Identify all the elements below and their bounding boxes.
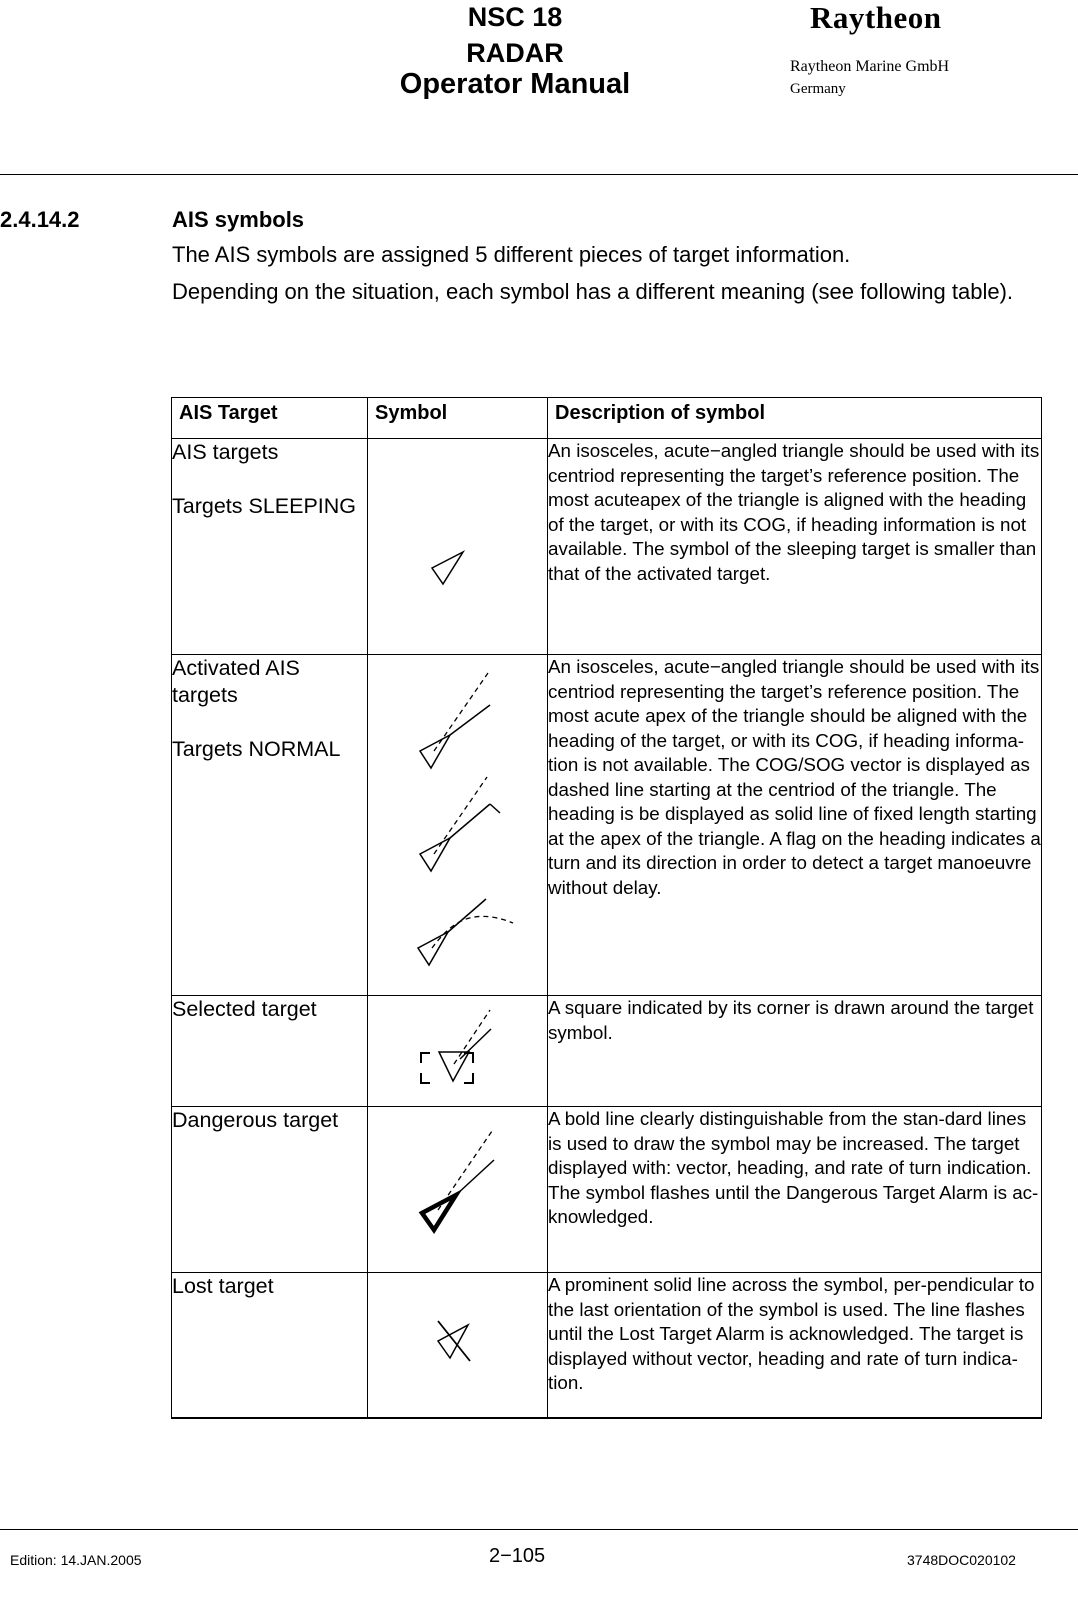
activated-target-symbol-1 — [420, 673, 490, 768]
target-state-label: Targets SLEEPING — [172, 494, 357, 518]
target-type-label: Dangerous target — [172, 1108, 339, 1132]
table-row — [172, 655, 1042, 996]
column-header-symbol: Symbol — [368, 398, 548, 439]
target-type-label: Selected target — [172, 997, 317, 1021]
document-number: 3748DOC020102 — [907, 1552, 1016, 1568]
target-type-cell — [172, 1273, 368, 1419]
page-number: 2−105 — [489, 1545, 546, 1567]
symbol-cell — [368, 1273, 548, 1419]
activated-target-symbol-3 — [418, 899, 513, 965]
table-row — [172, 1107, 1042, 1273]
description-cell: A square indicated by its corner is drawn around the target symbol. — [548, 996, 1042, 1107]
table-row — [172, 996, 1042, 1107]
target-type-cell — [172, 1107, 368, 1273]
table-row — [172, 1273, 1042, 1419]
column-header-ais-target: AIS Target — [172, 398, 368, 439]
activated-target-symbol-2 — [420, 777, 500, 871]
selected-target-icon — [368, 996, 548, 1106]
target-type-label: AIS targets — [172, 440, 279, 464]
description-cell: An isosceles, acute−angled triangle should be used with its centriod representing the target’s reference position. The most acute apex of the triangle should be aligned with the heading of the target, or with its COG, if heading informa-tion is not available. The COG/SOG vector is displayed as dashed line starting at the centriod of the triangle. The heading is be displayed as solid line of fixed length starting at the apex of the triangle. A flag on the heading indicates a turn and its direction in order to detect a target manoeuvre without delay. — [548, 655, 1042, 996]
activated-target-icons — [368, 655, 548, 995]
manual-title-line1: NSC 18 — [467, 2, 563, 32]
symbol-cell — [368, 996, 548, 1107]
target-state-label: Targets NORMAL — [172, 737, 341, 761]
table-row — [172, 439, 1042, 655]
company-name: Raytheon Marine GmbH — [790, 58, 950, 75]
dangerous-target-icon — [368, 1107, 548, 1272]
intro-paragraph-2: Depending on the situation, each symbol has a different meaning (see following table). — [172, 279, 1014, 304]
target-type-label: Lost target — [172, 1274, 274, 1298]
description-cell: A prominent solid line across the symbol, per-pendicular to the last orientation of the symbol is used. The line flashes until the Lost Target Alarm is acknowledged. The target is displayed without vector, heading and rate of turn indica-tion. — [548, 1273, 1042, 1419]
target-type-cell — [172, 655, 368, 996]
column-header-description: Description of symbol — [548, 398, 1042, 439]
intro-paragraph-1: The AIS symbols are assigned 5 different pieces of target information. — [172, 242, 851, 267]
section-intro — [172, 236, 1052, 310]
lost-target-icon — [368, 1273, 548, 1417]
manual-title-line2: RADAR — [466, 38, 564, 68]
description-cell: A bold line clearly distinguishable from the stan-dard lines is used to draw the symbol may be increased. The target displayed with: vector, heading, and rate of turn indication. The symbol flashes until the Dangerous Target Alarm is ac-knowledged. — [548, 1107, 1042, 1273]
target-type-cell — [172, 996, 368, 1107]
company-country: Germany — [790, 81, 846, 97]
manual-title-line3: Operator Manual — [399, 68, 631, 100]
raytheon-logo: Raytheon — [810, 0, 942, 35]
target-type-cell — [172, 439, 368, 655]
ais-symbols-table — [171, 397, 1042, 1419]
table-header-row — [172, 398, 1042, 439]
header-rule — [0, 174, 1078, 175]
sleeping-target-triangle-icon — [368, 439, 548, 654]
symbol-cell — [368, 1107, 548, 1273]
section-title: AIS symbols — [172, 207, 305, 232]
description-cell: An isosceles, acute−angled triangle should be used with its centriod representing the target’s reference position. The most acuteapex of the triangle is aligned with the heading of the target, or with its COG, if heading information is not available. The symbol of the sleeping target is smaller than that of the activated target. — [548, 439, 1042, 655]
symbol-cell — [368, 439, 548, 655]
footer-rule — [0, 1529, 1078, 1530]
edition-date: Edition: 14.JAN.2005 — [10, 1552, 142, 1568]
target-type-label: Activated AIS targets — [172, 656, 300, 707]
section-number: 2.4.14.2 — [0, 207, 80, 232]
symbol-cell — [368, 655, 548, 996]
